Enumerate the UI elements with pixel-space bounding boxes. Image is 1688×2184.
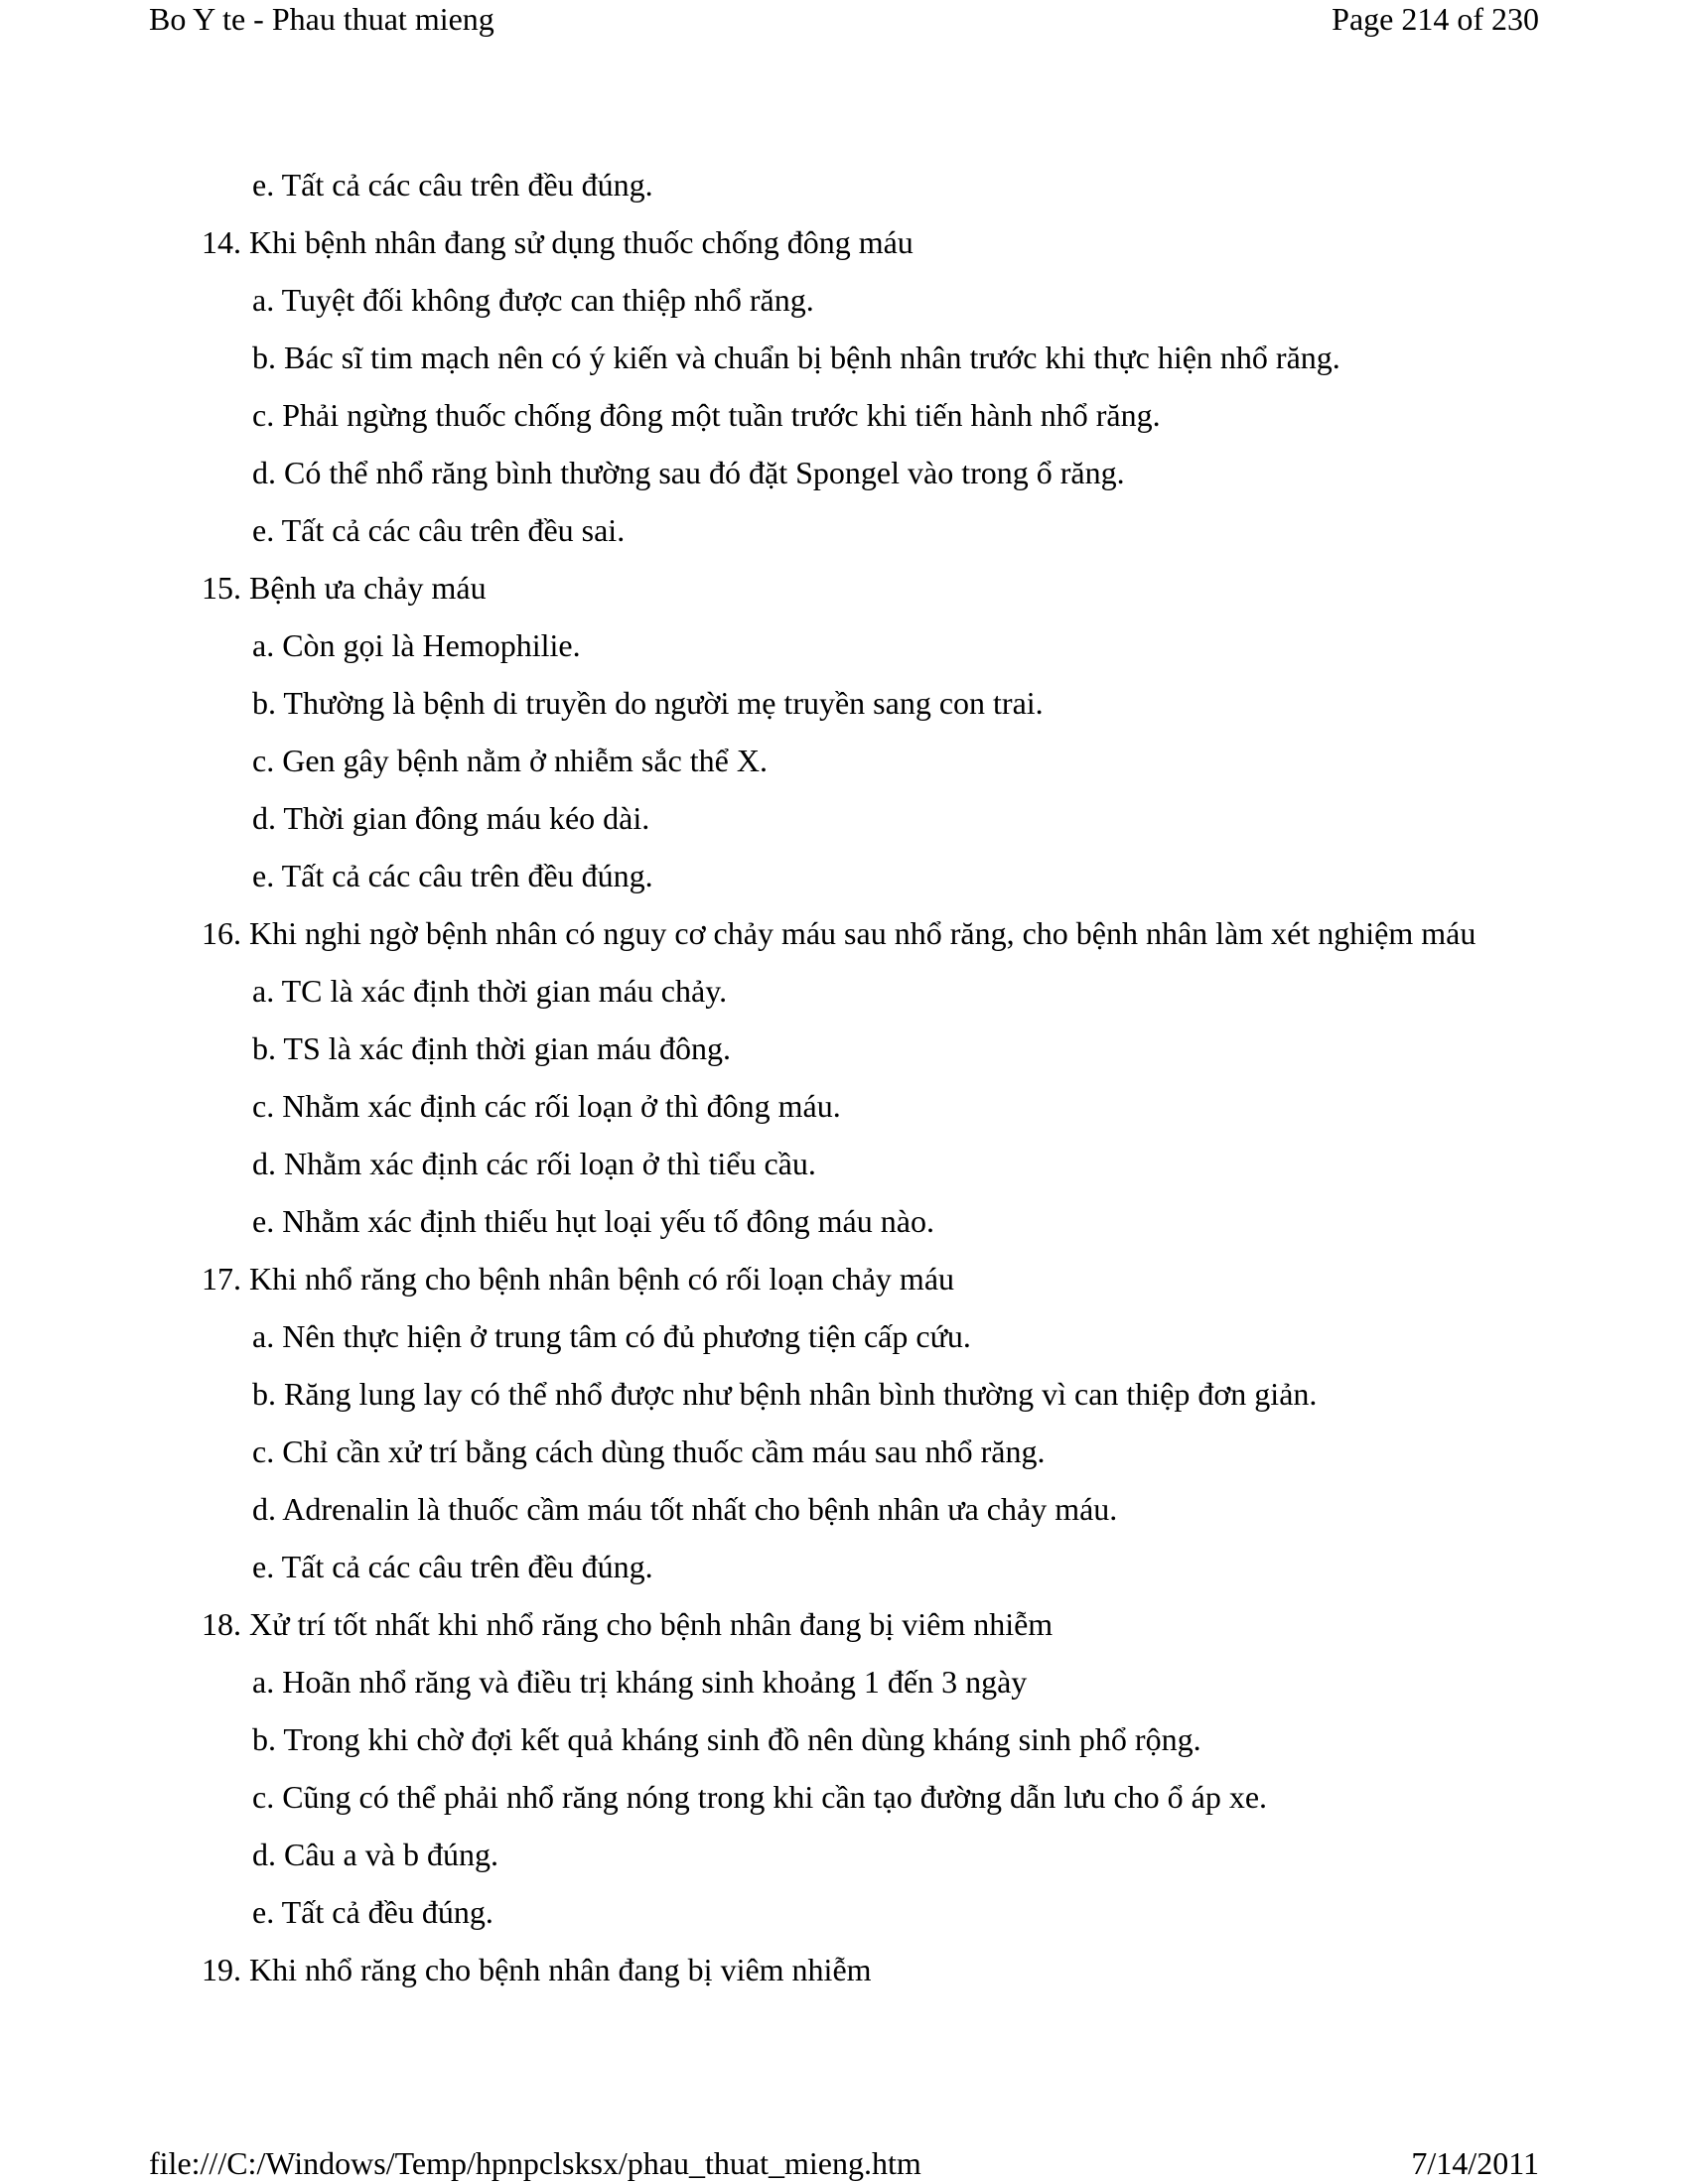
answer-option: a. Còn gọi là Hemophilie.: [252, 627, 581, 663]
question-text: 15. Bệnh ưa chảy máu: [202, 570, 487, 606]
answer-option: c. Nhằm xác định các rối loạn ở thì đông máu.: [252, 1088, 841, 1124]
answer-option: d. Thời gian đông máu kéo dài.: [252, 800, 650, 836]
answer-option: d. Câu a và b đúng.: [252, 1837, 498, 1872]
answer-option: a. Nên thực hiện ở trung tâm có đủ phương tiện cấp cứu.: [252, 1318, 971, 1354]
answer-option: a. Tuyệt đối không được can thiệp nhổ răng.: [252, 282, 814, 318]
answer-option: e. Tất cả các câu trên đều đúng.: [252, 1549, 653, 1584]
answer-option: b. Bác sĩ tim mạch nên có ý kiến và chuẩn bị bệnh nhân trước khi thực hiện nhổ răng.: [252, 340, 1340, 375]
answer-option: d. Nhằm xác định các rối loạn ở thì tiểu cầu.: [252, 1146, 816, 1181]
question-text: 14. Khi bệnh nhân đang sử dụng thuốc chống đông máu: [202, 224, 914, 260]
header-page-number: Page 214 of 230: [1332, 1, 1539, 37]
footer-date: 7/14/2011: [1411, 2145, 1539, 2181]
answer-option: e. Tất cả các câu trên đều sai.: [252, 512, 626, 548]
header-document-title: Bo Y te - Phau thuat mieng: [149, 1, 494, 37]
answer-option: c. Gen gây bệnh nằm ở nhiễm sắc thể X.: [252, 743, 768, 778]
answer-option: a. TC là xác định thời gian máu chảy.: [252, 973, 728, 1009]
question-text: 16. Khi nghi ngờ bệnh nhân có nguy cơ chảy máu sau nhổ răng, cho bệnh nhân làm xét nghiệm máu: [202, 915, 1477, 951]
answer-option: b. Trong khi chờ đợi kết quả kháng sinh đồ nên dùng kháng sinh phổ rộng.: [252, 1721, 1201, 1757]
answer-option: a. Hoãn nhổ răng và điều trị kháng sinh khoảng 1 đến 3 ngày: [252, 1664, 1028, 1700]
question-text: 17. Khi nhổ răng cho bệnh nhân bệnh có rối loạn chảy máu: [202, 1261, 955, 1297]
answer-option: d. Adrenalin là thuốc cầm máu tốt nhất cho bệnh nhân ưa chảy máu.: [252, 1491, 1118, 1527]
answer-option: b. TS là xác định thời gian máu đông.: [252, 1030, 732, 1066]
answer-option: d. Có thể nhổ răng bình thường sau đó đặt Spongel vào trong ổ răng.: [252, 455, 1125, 490]
answer-option: b. Thường là bệnh di truyền do người mẹ truyền sang con trai.: [252, 685, 1044, 721]
answer-option: e. Tất cả các câu trên đều đúng.: [252, 858, 653, 893]
question-text: 18. Xử trí tốt nhất khi nhổ răng cho bệnh nhân đang bị viêm nhiễm: [202, 1606, 1054, 1642]
answer-option: c. Phải ngừng thuốc chống đông một tuần trước khi tiến hành nhổ răng.: [252, 397, 1161, 433]
answer-option: c. Cũng có thể phải nhổ răng nóng trong khi cần tạo đường dẫn lưu cho ổ áp xe.: [252, 1779, 1268, 1815]
answer-option: e. Tất cả các câu trên đều đúng.: [252, 167, 653, 203]
answer-option: b. Răng lung lay có thể nhổ được như bệnh nhân bình thường vì can thiệp đơn giản.: [252, 1376, 1318, 1412]
question-text: 19. Khi nhổ răng cho bệnh nhân đang bị viêm nhiễm: [202, 1952, 872, 1987]
answer-option: c. Chỉ cần xử trí bằng cách dùng thuốc cầm máu sau nhổ răng.: [252, 1433, 1046, 1469]
answer-option: e. Tất cả đều đúng.: [252, 1894, 493, 1930]
answer-option: e. Nhằm xác định thiếu hụt loại yếu tố đông máu nào.: [252, 1203, 934, 1239]
footer-file-path: file:///C:/Windows/Temp/hpnpclsksx/phau_thuat_mieng.htm: [149, 2145, 921, 2181]
document-body: [0, 166, 1688, 2008]
